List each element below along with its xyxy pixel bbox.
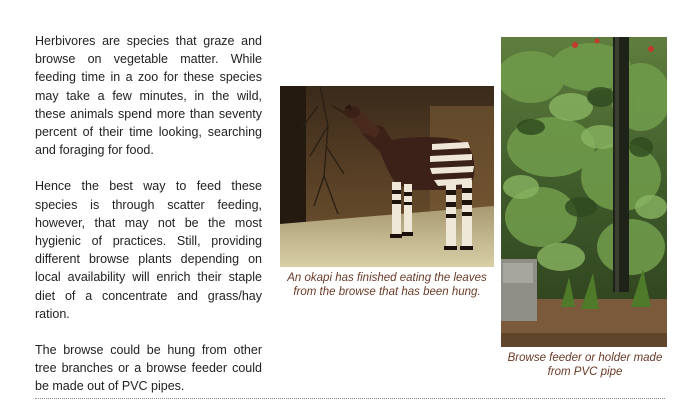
paragraph-herbivores: Herbivores are species that graze and browse on vegetable matter. While feeding time in a zoo for these species may take a few minutes, in the wild, these animals spend more than seventy percent of their time looking, searching and foraging for food. [35,34,262,158]
okapi-photo [280,86,494,267]
paragraph-browse-feeder: The browse could be hung from other tree branches or a browse feeder could be made out of PVC pipes. [35,343,262,394]
feeder-photo [501,37,667,347]
okapi-image [280,86,494,267]
article-text [35,32,262,414]
section-divider [35,398,665,399]
paragraph-scatter-feeding: Hence the best way to feed these species is through scatter feeding, however, that may not be the most hygienic of practices. Still, providing different browse plants depending on local availability will enrich their staple diet of a concentrate and grass/hay ration. [35,179,262,321]
figure-okapi [280,86,494,299]
figure-feeder [501,37,667,379]
feeder-image [501,37,667,347]
okapi-caption: An okapi has finished eating the leaves from the browse that has been hung. [287,272,487,298]
feeder-caption: Browse feeder or holder made from PVC pipe [507,352,663,378]
